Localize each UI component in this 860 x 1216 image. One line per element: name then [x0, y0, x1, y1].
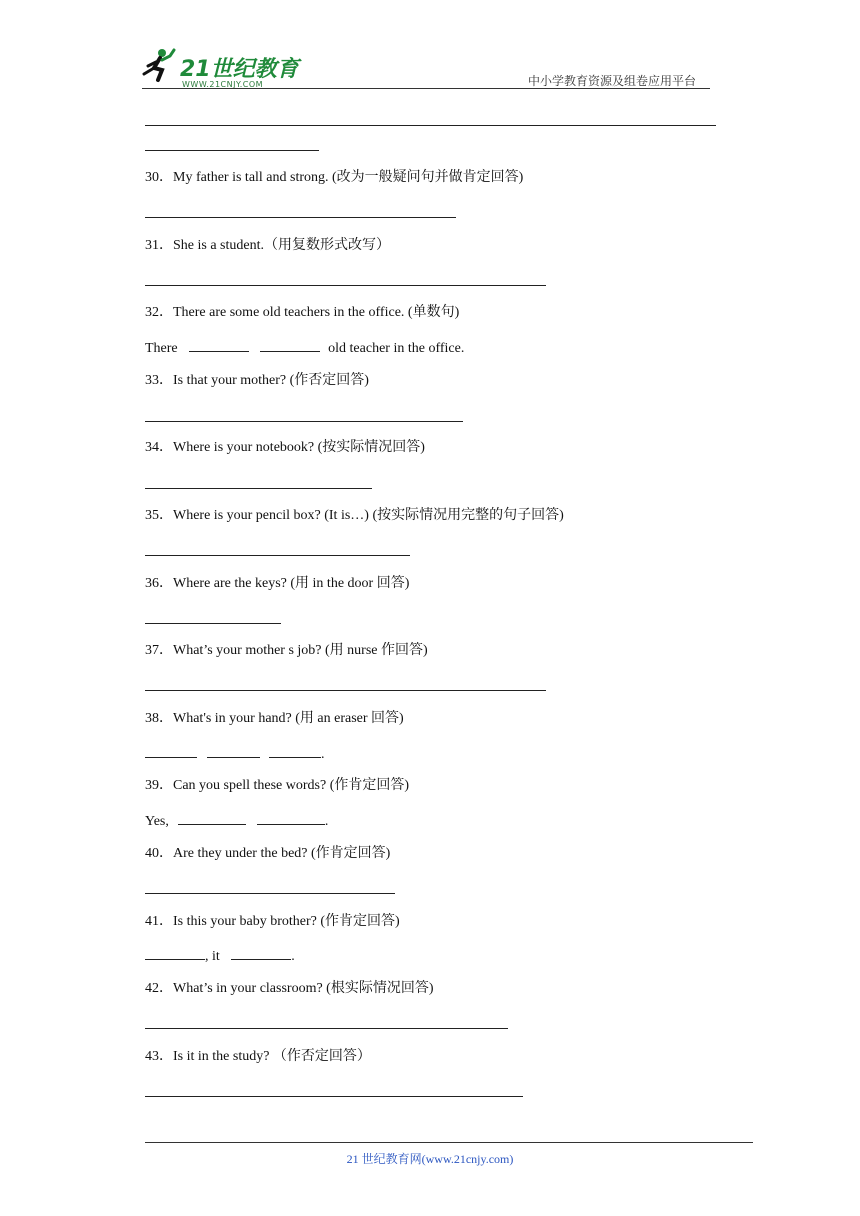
question-31: 31．She is a student.（用复数形式改写） [145, 238, 390, 253]
answer-line[interactable] [145, 555, 410, 556]
footer-divider [145, 1142, 753, 1143]
question-32: 32．There are some old teachers in the office. (单数句) [145, 305, 460, 320]
question-38: 38．What's in your hand? (用 an eraser 回答) [145, 711, 404, 726]
question-41: 41．Is this your baby brother? (作肯定回答) [145, 914, 400, 929]
footer-text[interactable]: 21 世纪教育网(www.21cnjy.com) [346, 1152, 514, 1166]
fill-row-39 [145, 811, 328, 831]
blank-field[interactable] [260, 338, 320, 352]
answer-line[interactable] [145, 217, 456, 218]
fill-start-text: There [145, 341, 178, 356]
answer-line[interactable] [145, 893, 395, 894]
answer-line[interactable] [145, 1096, 523, 1097]
blank-field[interactable] [189, 338, 249, 352]
fill-start-text: Yes, [145, 814, 169, 829]
blank-field[interactable] [257, 811, 325, 825]
fill-row-38 [145, 744, 325, 764]
question-33: 33．Is that your mother? (作否定回答) [145, 373, 369, 388]
logo [140, 44, 310, 90]
logo-text: 21世纪教育 [180, 57, 299, 82]
answer-line[interactable] [145, 150, 319, 151]
blank-field[interactable] [231, 946, 291, 960]
answer-line[interactable] [145, 125, 716, 126]
question-42: 42．What’s in your classroom? (根实际情况回答) [145, 981, 434, 996]
fill-row-32 [145, 338, 464, 358]
header-divider [142, 88, 710, 89]
question-35: 35．Where is your pencil box? (It is…) (按实际情况用完整的句子回答) [145, 508, 564, 523]
fill-end-text: . [321, 747, 325, 762]
question-30: 30．My father is tall and strong. (改为一般疑问句并做肯定回答) [145, 170, 524, 185]
fill-mid-text: , it [205, 949, 220, 964]
blank-field[interactable] [269, 744, 321, 758]
question-36: 36．Where are the keys? (用 in the door 回答) [145, 576, 410, 591]
question-37: 37．What’s your mother s job? (用 nurse 作回答) [145, 643, 428, 658]
blank-field[interactable] [145, 744, 197, 758]
fill-end-text: old teacher in the office. [328, 341, 465, 356]
question-39: 39．Can you spell these words? (作肯定回答) [145, 778, 410, 793]
question-43: 43．Is it in the study? （作否定回答） [145, 1049, 371, 1064]
logo-url: WWW.21CNJY.COM [182, 80, 264, 89]
answer-line[interactable] [145, 421, 463, 422]
blank-field[interactable] [178, 811, 246, 825]
answer-line[interactable] [145, 690, 546, 691]
fill-end-text: . [324, 814, 329, 829]
runner-logo-icon [140, 46, 180, 86]
answer-line[interactable] [145, 1028, 508, 1029]
question-34: 34．Where is your notebook? (按实际情况回答) [145, 440, 425, 455]
header-tagline: 中小学教育资源及组卷应用平台 [528, 74, 697, 88]
answer-line[interactable] [145, 488, 372, 489]
question-40: 40．Are they under the bed? (作肯定回答) [145, 846, 391, 861]
blank-field[interactable] [145, 946, 205, 960]
blank-field[interactable] [207, 744, 260, 758]
fill-row-41 [145, 946, 295, 966]
answer-line[interactable] [145, 623, 281, 624]
fill-end-text: . [291, 949, 295, 964]
answer-line[interactable] [145, 285, 546, 286]
